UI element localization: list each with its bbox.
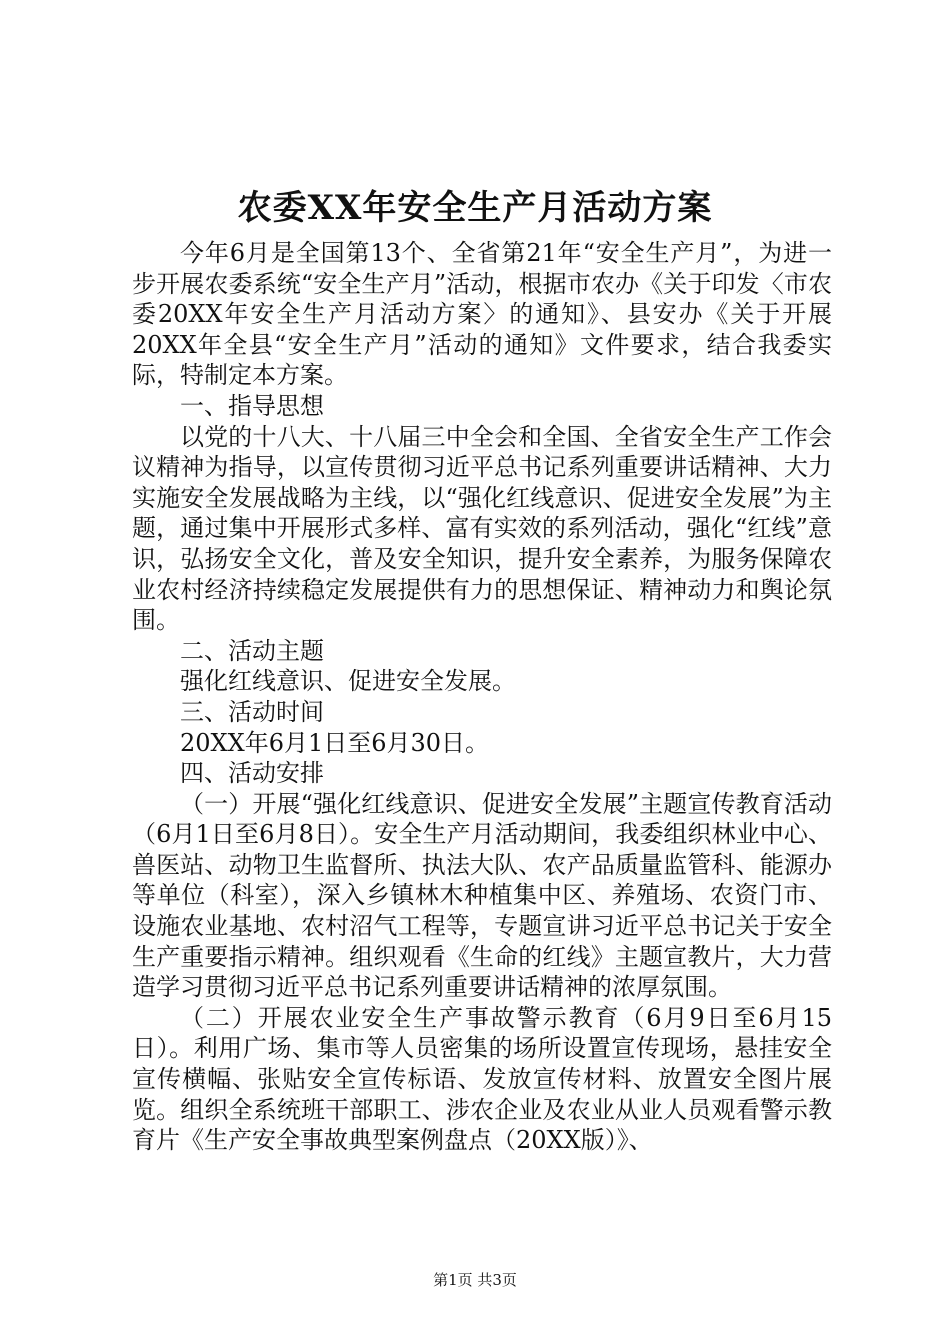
document-body	[132, 238, 832, 1156]
arrangement-item-2-paragraph: （二）开展农业安全生产事故警示教育（6月9日至6月15日）。利用广场、集市等人员密集的场所设置宣传现场，悬挂安全宣传横幅、张贴安全宣传标语、发放宣传材料、放置安全图片展览。组织全系统班干部职工、涉农企业及农业从业人员观看警示教育片《生产安全事故典型案例盘点（20XX版）》、	[132, 1003, 832, 1155]
activity-theme-paragraph: 强化红线意识、促进安全发展。	[180, 667, 516, 696]
guiding-ideology-paragraph: 以党的十八大、十八届三中全会和全国、全省安全生产工作会议精神为指导，以宣传贯彻习近平总书记系列重要讲话精神、大力实施安全发展战略为主线，以“强化红线意识、促进安全发展”为主题，通过集中开展形式多样、富有实效的系列活动，强化“红线”意识，弘扬安全文化，普及安全知识，提升安全素养，为服务保障农业农村经济持续稳定发展提供有力的思想保证、精神动力和舆论氛围。	[132, 422, 832, 635]
document-title: 农委XX年安全生产月活动方案	[237, 188, 713, 228]
arrangement-item-1-paragraph: （一）开展“强化红线意识、促进安全发展”主题宣传教育活动（6月1日至6月8日）。安全生产月活动期间，我委组织林业中心、兽医站、动物卫生监督所、执法大队、农产品质量监管科、能源办等单位（科室），深入乡镇林木种植集中区、养殖场、农资门市、设施农业基地、农村沼气工程等，专题宣讲习近平总书记关于安全生产重要指示精神。组织观看《生命的红线》主题宣教片，大力营造学习贯彻习近平总书记系列重要讲话精神的浓厚氛围。	[132, 789, 832, 1002]
section-heading-activity-time: 三、活动时间	[180, 697, 324, 726]
page-footer: 第1页 共3页	[433, 1271, 517, 1289]
activity-time-paragraph: 20XX年6月1日至6月30日。	[180, 728, 490, 757]
section-heading-activity-arrangement: 四、活动安排	[180, 759, 324, 788]
section-heading-activity-theme: 二、活动主题	[180, 636, 324, 665]
intro-paragraph: 今年6月是全国第13个、全省第21年“安全生产月”，为进一步开展农委系统“安全生产月”活动，根据市农办《关于印发〈市农委20XX年安全生产月活动方案〉的通知》、县安办《关于开展20XX年全县“安全生产月”活动的通知》文件要求，结合我委实际，特制定本方案。	[132, 239, 832, 390]
section-heading-guiding-ideology: 一、指导思想	[180, 391, 324, 420]
